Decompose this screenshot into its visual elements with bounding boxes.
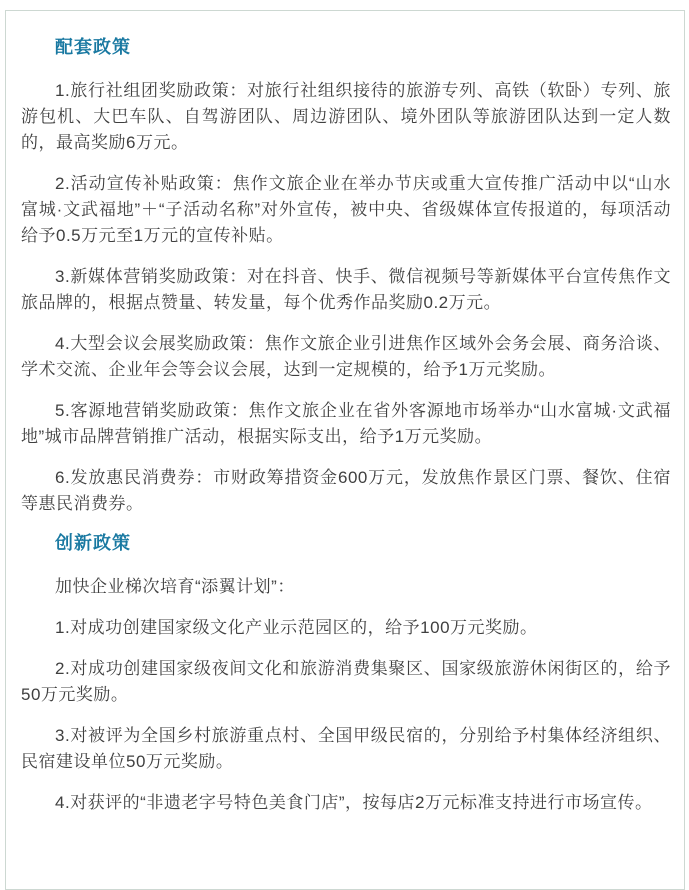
policy-paragraph: 4.对获评的“非遗老字号特色美食门店”，按每店2万元标准支持进行市场宣传。 [55,793,653,812]
policy-section-supporting [21,36,671,517]
section-heading-supporting-policies: 配套政策 [55,37,131,57]
policy-paragraph: 5.客源地营销奖励政策：焦作文旅企业在省外客源地市场举办“山水富城·文武福地”城市品牌营销推广活动，根据实际支出，给予1万元奖励。 [21,401,671,446]
policy-paragraph: 2.活动宣传补贴政策：焦作文旅企业在举办节庆或重大宣传推广活动中以“山水富城·文武福地”＋“子活动名称”对外宣传，被中央、省级媒体宣传报道的，每项活动给予0.5万元至1万元的宣传补贴。 [21,174,671,245]
article-content [6,11,684,861]
policy-paragraph: 6.发放惠民消费券：市财政筹措资金600万元，发放焦作景区门票、餐饮、住宿等惠民消费券。 [21,468,671,513]
policy-paragraph: 2.对成功创建国家级夜间文化和旅游消费集聚区、国家级旅游休闲街区的，给予50万元奖励。 [21,659,671,704]
policy-paragraph: 1.旅行社组团奖励政策：对旅行社组织接待的旅游专列、高铁（软卧）专列、旅游包机、大巴车队、自驾游团队、周边游团队、境外团队等旅游团队达到一定人数的，最高奖励6万元。 [21,81,671,152]
policy-paragraph: 3.对被评为全国乡村旅游重点村、全国甲级民宿的，分别给予村集体经济组织、民宿建设单位50万元奖励。 [21,726,671,771]
policy-section-innovation [21,532,671,816]
policy-paragraph: 4.大型会议会展奖励政策：焦作文旅企业引进焦作区域外会务会展、商务洽谈、学术交流、企业年会等会议会展，达到一定规模的，给予1万元奖励。 [21,334,671,379]
policy-paragraph: 1.对成功创建国家级文化产业示范园区的，给予100万元奖励。 [55,618,538,637]
section-intro: 加快企业梯次培育“添翼计划”： [55,577,295,596]
section-heading-innovation-policies: 创新政策 [55,533,131,553]
article-panel [5,10,685,890]
policy-paragraph: 3.新媒体营销奖励政策：对在抖音、快手、微信视频号等新媒体平台宣传焦作文旅品牌的，根据点赞量、转发量，每个优秀作品奖励0.2万元。 [21,267,671,312]
